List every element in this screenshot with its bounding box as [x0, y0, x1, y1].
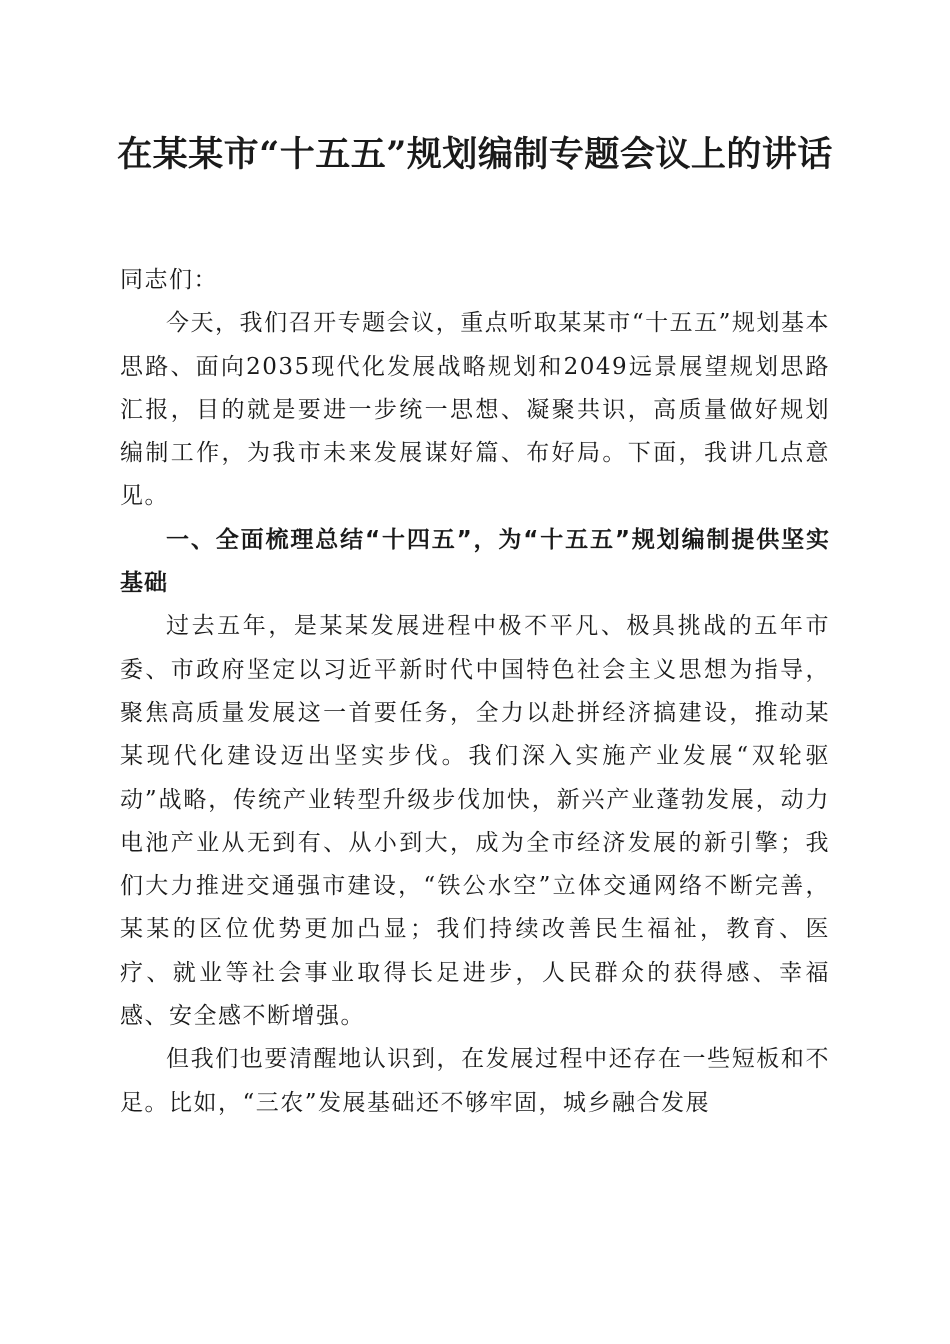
section-1-paragraph-2: 但我们也要清醒地认识到，在发展过程中还存在一些短板和不足。比如，“三农”发展基础还不够牢固，城乡融合发展 — [120, 1046, 830, 1116]
section-1-paragraph-1: 过去五年，是某某发展进程中极不平凡、极具挑战的五年市委、市政府坚定以习近平新时代中国特色社会主义思想为指导，聚焦高质量发展这一首要任务，全力以赴拼经济搞建设，推动某某现代化建设迈出坚实步伐。我们深入实施产业发展“双轮驱动”战略，传统产业转型升级步伐加快，新兴产业蓬勃发展，动力电池产业从无到有、从小到大，成为全市经济发展的新引擎；我们大力推进交通强市建设，“铁公水空”立体交通网络不断完善，某某的区位优势更加凸显；我们持续改善民生福祉，教育、医疗、就业等社会事业取得长足进步，人民群众的获得感、幸福感、安全感不断增强。 — [120, 613, 830, 1030]
section-heading-1: 一、全面梳理总结“十四五”，为“十五五”规划编制提供坚实基础 — [120, 526, 830, 597]
document-title: 在某某市“十五五”规划编制专题会议上的讲话 — [117, 134, 833, 175]
salutation: 同志们： — [120, 267, 218, 293]
document-body — [120, 259, 830, 1125]
intro-paragraph: 今天，我们召开专题会议，重点听取某某市“十五五”规划基本思路、面向2035现代化发展战略规划和2049远景展望规划思路汇报，目的就是要进一步统一思想、凝聚共识，高质量做好规划编制工作，为我市未来发展谋好篇、布好局。下面，我讲几点意见。 — [120, 310, 830, 510]
